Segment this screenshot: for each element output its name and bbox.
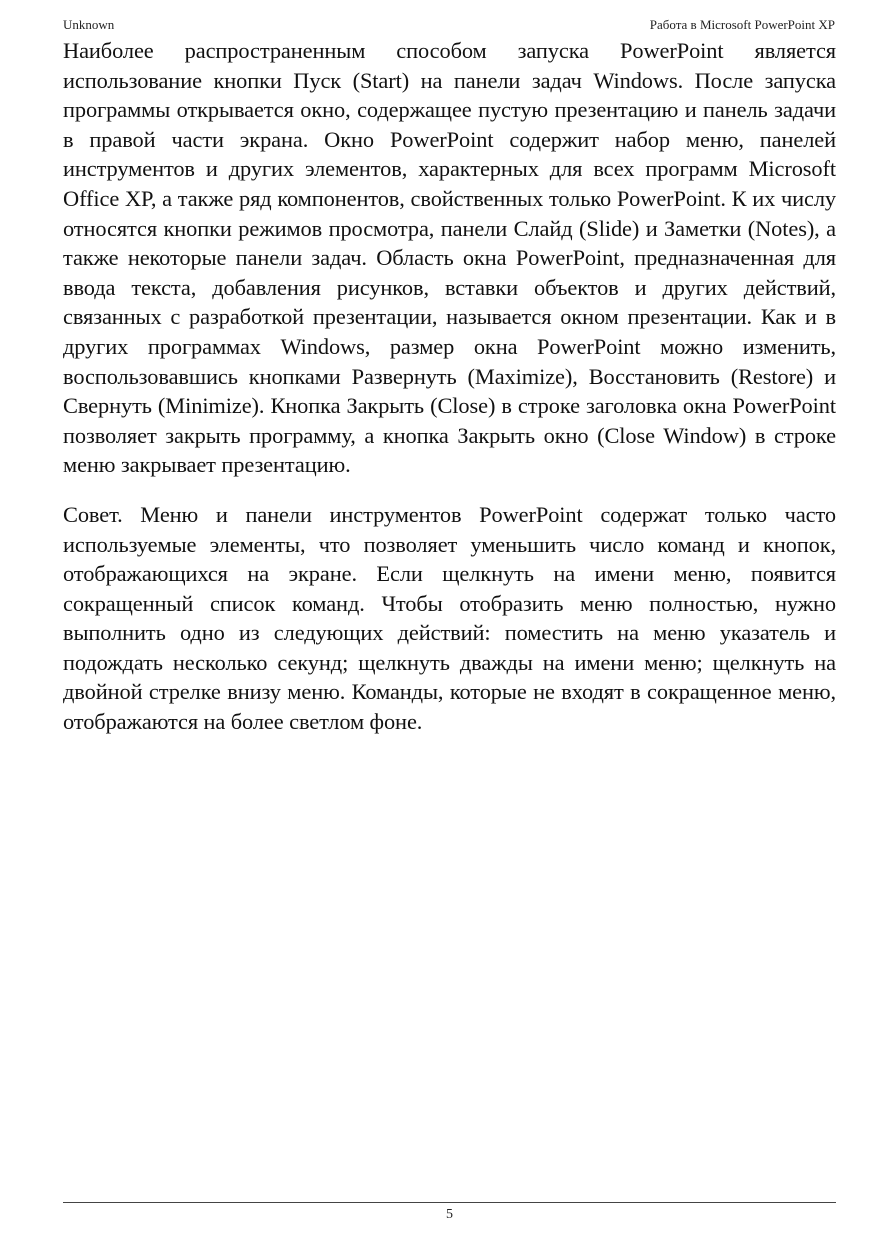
paragraph-tip: Совет. Меню и панели инструментов PowerPoint содержат только часто используемые элементы, что позволяет уменьшить число команд и кнопок, отображающихся на экране. Если щелкнуть на имени меню, появится сокращенный список команд. Чтобы отобразить меню полностью, нужно выполнить одно из следующих действий: поместить на меню указатель и подождать несколько секунд; щелкнуть дважды на имени меню; щелкнуть на двойной стрелке внизу меню. Команды, которые не входят в сокращенное меню, отображаются на более светлом фоне. [63, 501, 836, 735]
page-header [63, 16, 835, 34]
header-title: Работа в Microsoft PowerPoint XP [649, 17, 835, 32]
document-body [63, 36, 836, 737]
footer-divider [63, 1202, 836, 1203]
page-number: 5 [446, 1207, 453, 1222]
paragraph-intro: Наиболее распространенным способом запуска PowerPoint является использование кнопки Пуск (Start) на панели задач Windows. После запуска программы открывается окно, содержащее пустую презентацию и панель задачи в правой части экрана. Окно PowerPoint содержит набор меню, панелей инструментов и других элементов, характерных для всех программ Microsoft Office XP, а также ряд компонентов, свойственных только PowerPoint. К их числу относятся кнопки режимов просмотра, панели Слайд (Slide) и Заметки (Notes), а также некоторые панели задач. Область окна PowerPoint, предназначенная для ввода текста, добавления рисунков, вставки объектов и других действий, связанных с разработкой презентации, называется окном презентации. Как и в других программах Windows, размер окна PowerPoint можно изменить, воспользовавшись кнопками Развернуть (Maximize), Восстановить (Restore) и Свернуть (Minimize). Кнопка Закрыть (Close) в строке заголовка окна PowerPoint позволяет закрыть программу, а кнопка Закрыть окно (Close Window) в строке меню закрывает презентацию. [63, 38, 836, 478]
header-author: Unknown [63, 17, 115, 32]
